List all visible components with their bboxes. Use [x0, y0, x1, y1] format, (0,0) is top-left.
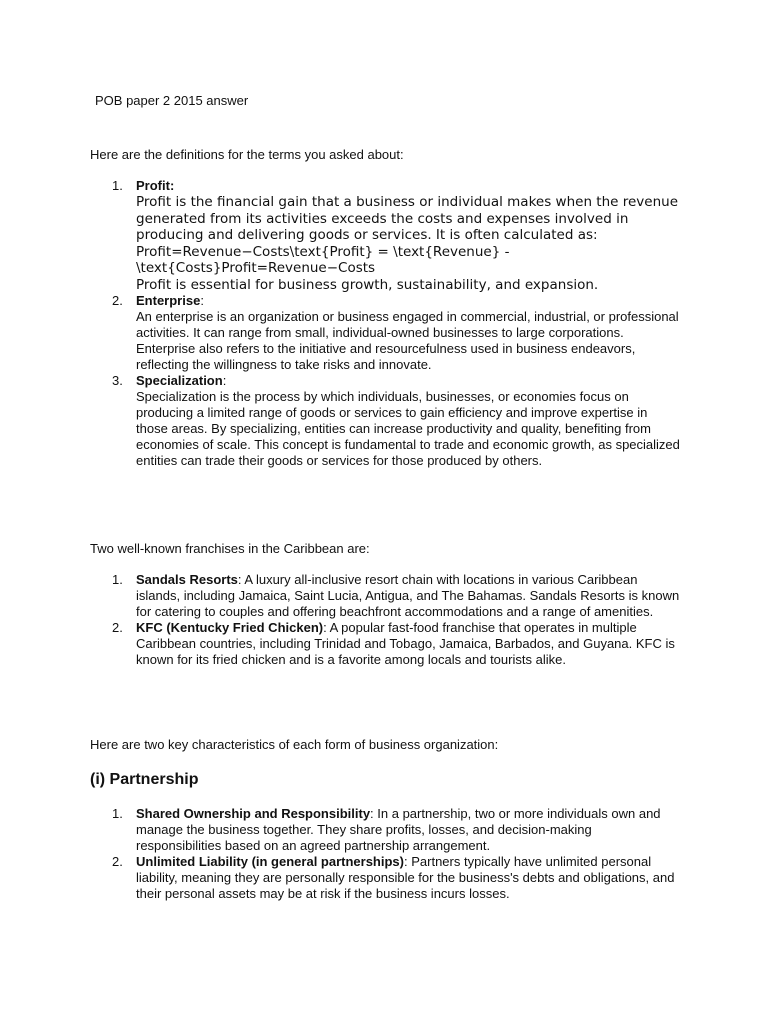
- franchises-intro: Two well-known franchises in the Caribbean are:: [90, 541, 370, 556]
- definitions-intro: Here are the definitions for the terms you asked about:: [90, 147, 404, 162]
- specialization-definition: Specialization is the process by which individuals, businesses, or economies focus on producing a limited range of goods or services to gain efficiency and improve expertise in those areas. By specializing, entities can increase productivity and quality, benefiting from economies of scale. This concept is fundamental to trade and economic growth, as specialized entities can trade their goods or services for those produced by others.: [136, 389, 680, 468]
- list-item-specialization: [90, 373, 680, 469]
- list-item-sandals: [90, 572, 680, 620]
- characteristic-description: : Partners typically have unlimited personal liability, meaning they are personally responsible for the business's debts and obligations, and their personal assets may be at risk if the business incurs losses.: [136, 854, 675, 901]
- list-number: 2.: [112, 854, 123, 869]
- characteristic-name: Unlimited Liability (in general partnerships): [136, 854, 404, 869]
- list-item-enterprise: [90, 293, 680, 373]
- characteristic-description: : In a partnership, two or more individuals own and manage the business together. They share profits, losses, and decision-making responsibilities based on an agreed partnership arrangement.: [136, 806, 661, 853]
- list-number: 1.: [112, 806, 123, 821]
- term-profit: Profit:: [136, 178, 175, 193]
- franchise-description: : A popular fast-food franchise that operates in multiple Caribbean countries, including Trinidad and Tobago, Jamaica, Barbados, and Guyana. KFC is known for its fried chicken and is a favorite among locals and tourists alike.: [136, 620, 675, 667]
- franchise-name: KFC (Kentucky Fried Chicken): [136, 620, 324, 635]
- list-item-kfc: [90, 620, 680, 668]
- enterprise-definition: An enterprise is an organization or business engaged in commercial, industrial, or professional activities. It can range from small, individual-owned businesses to large corporations. Enterprise also refers to the initiative and resourcefulness used in business endeavors, reflecting the willingness to take risks and innovate.: [136, 309, 679, 372]
- list-item-unlimited-liability: [90, 854, 680, 902]
- profit-formula: Profit=Revenue−Costs\text{Profit} = \text{Revenue} - \text{Costs}Profit=Revenue−Costs: [136, 243, 510, 276]
- franchise-description: : A luxury all-inclusive resort chain with locations in various Caribbean islands, including Jamaica, Saint Lucia, Antigua, and The Bahamas. Sandals Resorts is known for catering to couples and offering beachfront accommodations and a range of amenities.: [136, 572, 680, 619]
- term-enterprise: Enterprise: [136, 293, 201, 308]
- term-colon: :: [222, 373, 227, 388]
- term-specialization: Specialization: [136, 373, 223, 388]
- term-colon: :: [200, 293, 204, 308]
- list-item-shared-ownership: [90, 806, 680, 854]
- list-number: 2.: [112, 293, 123, 308]
- section-heading-partnership: (i) Partnership: [90, 771, 199, 788]
- profit-definition: Profit is the financial gain that a business or individual makes when the revenue generated from its activities exceeds the costs and expenses involved in producing and delivering goods or services. It is often calculated as:: [136, 194, 679, 243]
- list-number: 2.: [112, 620, 123, 635]
- franchises-list: [90, 572, 680, 668]
- list-number: 3.: [112, 373, 123, 388]
- list-number: 1.: [112, 572, 123, 587]
- characteristic-name: Shared Ownership and Responsibility: [136, 806, 371, 821]
- profit-note: Profit is essential for business growth, sustainability, and expansion.: [136, 276, 599, 293]
- list-number: 1.: [112, 178, 123, 193]
- definitions-list: [90, 178, 680, 469]
- franchise-name: Sandals Resorts: [136, 572, 238, 587]
- partnership-list: [90, 806, 680, 902]
- list-item-profit: [90, 178, 680, 293]
- document-title: POB paper 2 2015 answer: [95, 93, 249, 108]
- characteristics-intro: Here are two key characteristics of each form of business organization:: [90, 737, 499, 752]
